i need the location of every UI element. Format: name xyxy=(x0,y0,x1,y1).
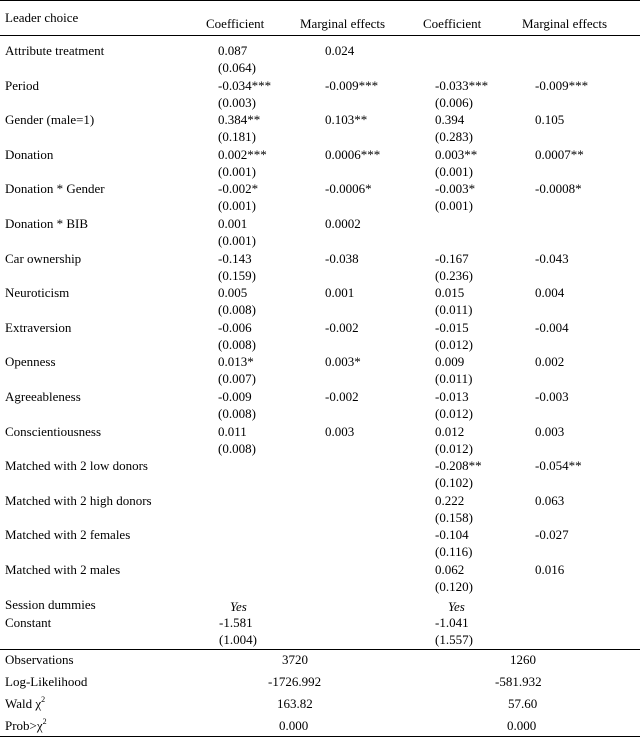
marginal-1-value: 0.003* xyxy=(325,354,361,369)
marginal-2-value: 0.016 xyxy=(535,562,565,577)
table-title: Leader choice xyxy=(5,10,79,25)
coef-1-value: -0.009 xyxy=(218,389,252,404)
session-dummies-text-1: Yes xyxy=(230,599,247,614)
coef-2-std-error: (0.236) xyxy=(435,268,473,283)
row-label: Neuroticism xyxy=(5,285,70,300)
wald-label-text: Wald χ xyxy=(5,696,42,711)
coef-2-std-error: (0.006) xyxy=(435,95,473,110)
constant-coef-2: -1.041 xyxy=(435,615,469,630)
row-label: Matched with 2 high donors xyxy=(5,493,152,508)
coef-1-value: -0.143 xyxy=(218,251,252,266)
marginal-1-value: -0.038 xyxy=(325,251,359,266)
coef-1-std-error: (0.008) xyxy=(218,406,256,421)
marginal-2-value: 0.003 xyxy=(535,424,565,439)
row-label: Matched with 2 males xyxy=(5,562,121,577)
coef-2-value: -0.104 xyxy=(435,527,469,542)
wald-label xyxy=(5,696,45,711)
coef-2-std-error: (0.102) xyxy=(435,475,473,490)
marginal-1-value: -0.0006* xyxy=(325,181,372,196)
marginal-1-value: -0.009*** xyxy=(325,78,379,93)
session-dummies-text-2: Yes xyxy=(448,599,465,614)
coef-1-value: -0.034*** xyxy=(218,78,272,93)
coef-1-value: -0.006 xyxy=(218,320,252,335)
prob-value-2: 0.000 xyxy=(507,718,537,733)
coef-2-value: -0.003* xyxy=(435,181,476,196)
coef-2-std-error: (0.012) xyxy=(435,441,473,456)
stats-rule xyxy=(0,649,640,650)
header-marginal-effects-1: Marginal effects xyxy=(300,16,386,31)
prob-value-1: 0.000 xyxy=(279,718,309,733)
coef-2-std-error: (0.001) xyxy=(435,164,473,179)
marginal-1-value: 0.103** xyxy=(325,112,368,127)
marginal-2-value: 0.004 xyxy=(535,285,565,300)
wald-value-2: 57.60 xyxy=(508,696,538,711)
marginal-2-value: -0.043 xyxy=(535,251,569,266)
coef-2-std-error: (0.001) xyxy=(435,198,473,213)
coef-2-value: -0.033*** xyxy=(435,78,489,93)
coef-2-value: -0.013 xyxy=(435,389,469,404)
marginal-1-value: 0.0006*** xyxy=(325,147,381,162)
marginal-2-value: 0.002 xyxy=(535,354,565,369)
coef-2-std-error: (0.012) xyxy=(435,337,473,352)
marginal-2-value: -0.004 xyxy=(535,320,569,335)
row-label: Matched with 2 females xyxy=(5,527,131,542)
session-dummies-value-1 xyxy=(230,599,247,614)
row-label: Extraversion xyxy=(5,320,72,335)
coef-1-value: -0.002* xyxy=(218,181,259,196)
session-dummies-label: Session dummies xyxy=(5,597,96,612)
row-label: Gender (male=1) xyxy=(5,112,95,127)
marginal-2-value: 0.105 xyxy=(535,112,565,127)
header-coefficient-1: Coefficient xyxy=(206,16,265,31)
coef-1-std-error: (0.008) xyxy=(218,337,256,352)
coef-1-std-error: (0.159) xyxy=(218,268,256,283)
marginal-1-value: 0.003 xyxy=(325,424,355,439)
coef-2-value: 0.012 xyxy=(435,424,465,439)
marginal-1-value: -0.002 xyxy=(325,389,359,404)
row-label: Donation xyxy=(5,147,54,162)
coef-1-value: 0.002*** xyxy=(218,147,267,162)
loglik-label: Log-Likelihood xyxy=(5,674,88,689)
row-label: Donation * BIB xyxy=(5,216,89,231)
wald-label-sup: 2 xyxy=(41,695,46,704)
coef-2-std-error: (0.283) xyxy=(435,129,473,144)
coef-2-value: 0.009 xyxy=(435,354,465,369)
wald-value-1: 163.82 xyxy=(277,696,313,711)
row-label: Donation * Gender xyxy=(5,181,105,196)
coef-2-value: -0.015 xyxy=(435,320,469,335)
session-dummies-value-2 xyxy=(448,599,465,614)
coef-1-std-error: (0.008) xyxy=(218,302,256,317)
coef-2-value: 0.222 xyxy=(435,493,465,508)
coef-2-value: 0.003** xyxy=(435,147,478,162)
prob-label-text: Prob>χ xyxy=(5,718,43,733)
marginal-2-value: -0.009*** xyxy=(535,78,589,93)
marginal-2-value: -0.054** xyxy=(535,458,582,473)
coef-2-std-error: (0.120) xyxy=(435,579,473,594)
coef-1-std-error: (0.007) xyxy=(218,371,256,386)
marginal-2-value: 0.063 xyxy=(535,493,565,508)
coef-2-std-error: (0.158) xyxy=(435,510,473,525)
loglik-value-1: -1726.992 xyxy=(268,674,322,689)
coef-1-std-error: (0.181) xyxy=(218,129,256,144)
marginal-2-value: -0.0008* xyxy=(535,181,582,196)
observations-value-1: 3720 xyxy=(282,652,308,667)
coef-1-value: 0.013* xyxy=(218,354,254,369)
coef-1-std-error: (0.001) xyxy=(218,233,256,248)
row-label: Period xyxy=(5,78,39,93)
coef-1-value: 0.001 xyxy=(218,216,248,231)
bottom-rule xyxy=(0,736,640,737)
row-label: Agreeableness xyxy=(5,389,81,404)
coef-1-value: 0.087 xyxy=(218,43,248,58)
marginal-2-value: -0.027 xyxy=(535,527,569,542)
marginal-1-value: 0.024 xyxy=(325,43,355,58)
marginal-2-value: -0.003 xyxy=(535,389,569,404)
coef-1-std-error: (0.001) xyxy=(218,198,256,213)
constant-coef-1: -1.581 xyxy=(219,615,253,630)
coef-2-value: -0.167 xyxy=(435,251,469,266)
row-label: Openness xyxy=(5,354,56,369)
coef-2-value: 0.394 xyxy=(435,112,465,127)
coef-2-value: 0.062 xyxy=(435,562,465,577)
coef-2-std-error: (0.011) xyxy=(435,371,473,386)
coef-2-std-error: (0.012) xyxy=(435,406,473,421)
coef-2-std-error: (0.116) xyxy=(435,544,473,559)
coef-1-std-error: (0.001) xyxy=(218,164,256,179)
constant-se-2: (1.557) xyxy=(435,632,473,647)
header-coefficient-2: Coefficient xyxy=(423,16,482,31)
coef-2-value: -0.208** xyxy=(435,458,482,473)
observations-value-2: 1260 xyxy=(510,652,536,667)
coef-2-std-error: (0.011) xyxy=(435,302,473,317)
constant-se-1: (1.004) xyxy=(219,632,257,647)
header-rule xyxy=(0,35,640,36)
coef-1-std-error: (0.008) xyxy=(218,441,256,456)
row-label: Matched with 2 low donors xyxy=(5,458,148,473)
coef-2-value: 0.015 xyxy=(435,285,465,300)
coef-1-value: 0.384** xyxy=(218,112,261,127)
header-marginal-effects-2: Marginal effects xyxy=(522,16,608,31)
coef-1-value: 0.011 xyxy=(218,424,247,439)
marginal-2-value: 0.0007** xyxy=(535,147,584,162)
row-label: Conscientiousness xyxy=(5,424,102,439)
coef-1-std-error: (0.003) xyxy=(218,95,256,110)
prob-label-sup: 2 xyxy=(42,717,47,726)
observations-label: Observations xyxy=(5,652,74,667)
coef-1-std-error: (0.064) xyxy=(218,60,256,75)
row-label: Attribute treatment xyxy=(5,43,105,58)
top-rule xyxy=(0,0,640,1)
prob-label xyxy=(5,718,47,733)
loglik-value-2: -581.932 xyxy=(495,674,542,689)
coef-1-value: 0.005 xyxy=(218,285,248,300)
constant-label: Constant xyxy=(5,615,52,630)
marginal-1-value: -0.002 xyxy=(325,320,359,335)
marginal-1-value: 0.001 xyxy=(325,285,355,300)
row-label: Car ownership xyxy=(5,251,82,266)
marginal-1-value: 0.0002 xyxy=(325,216,361,231)
